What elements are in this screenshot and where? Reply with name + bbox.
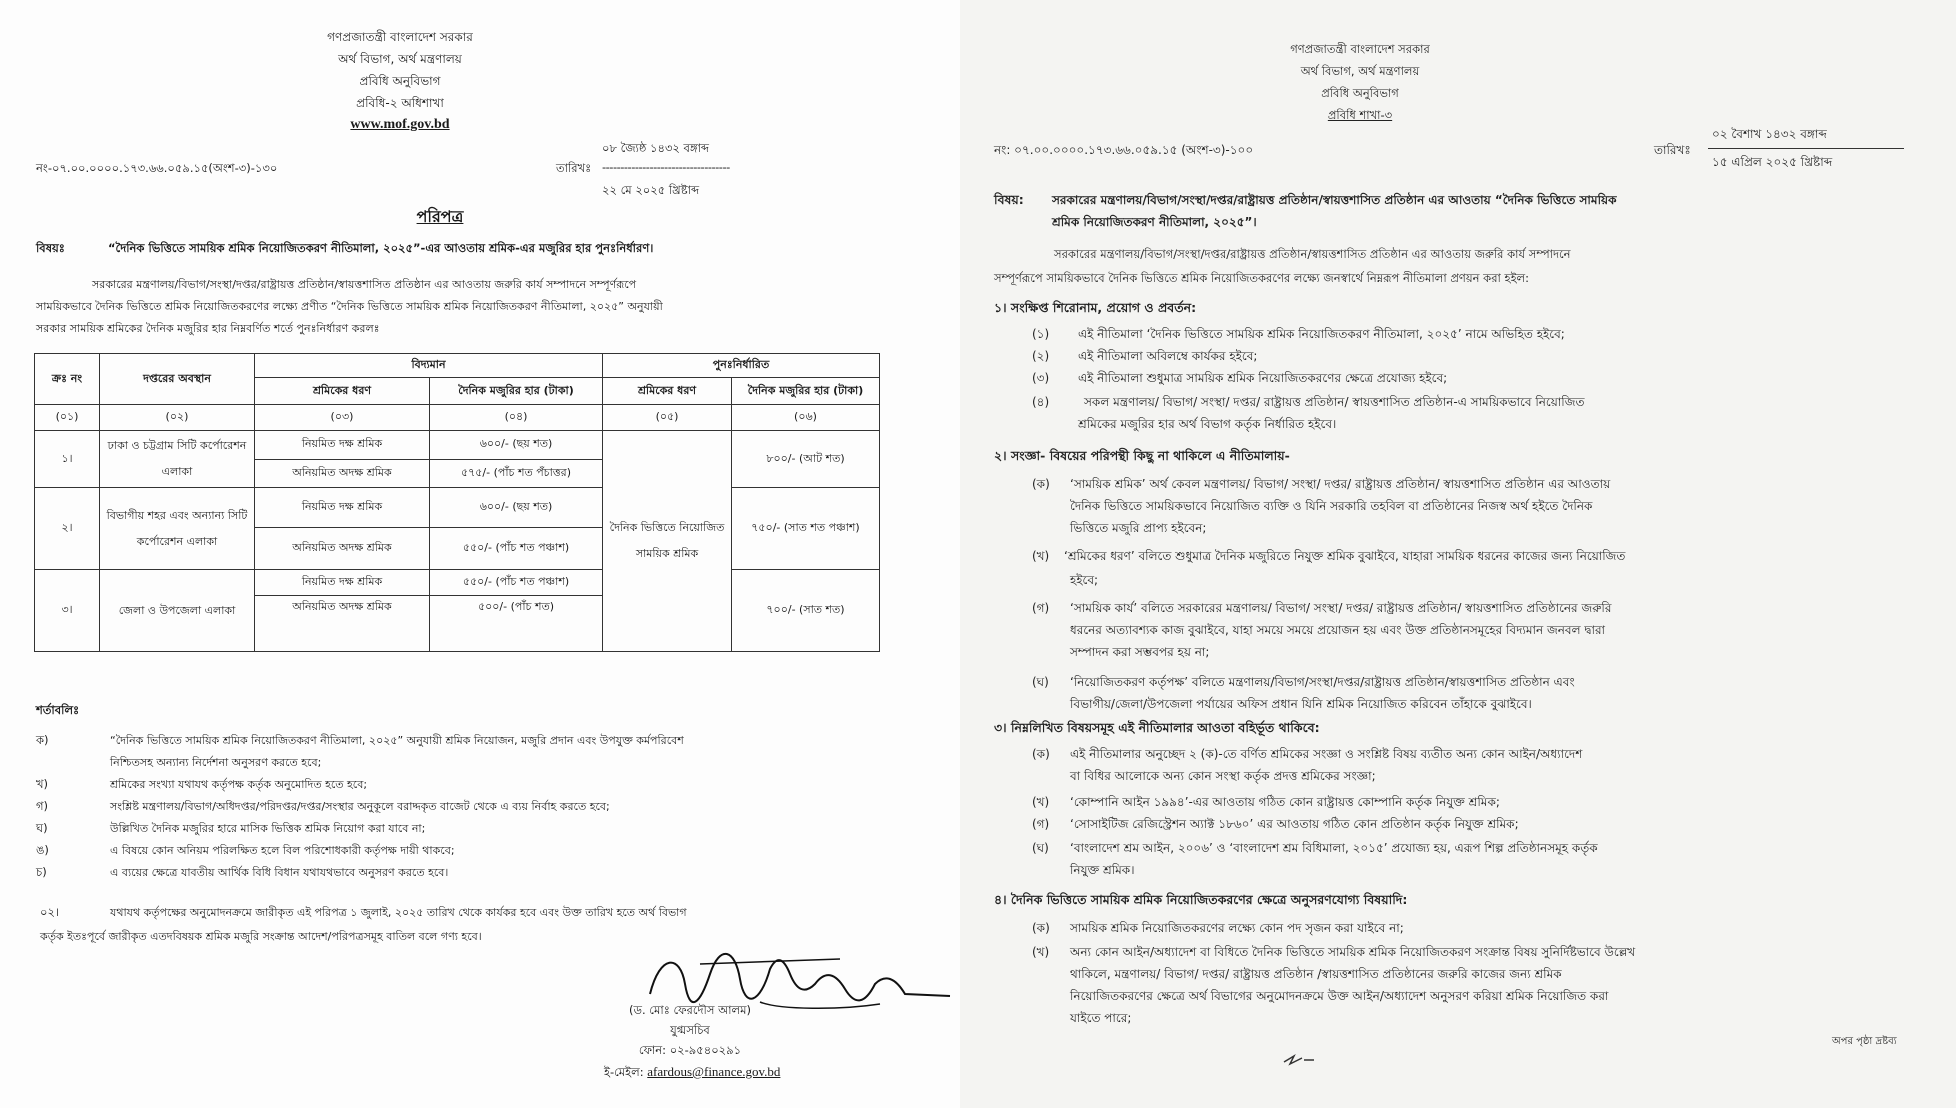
- row-worker-type: নিয়মিত দক্ষ শ্রমিক: [255, 431, 430, 460]
- col-num: (০৩): [255, 405, 430, 431]
- s2-line: দৈনিক ভিত্তিতে সাময়িকভাবে নিয়োজিত ব্যক্তি ও যিনি সরকারি তহবিল বা প্রতিষ্ঠানের নিজস্ব অর্থ হইতে দৈনিক: [1070, 499, 1593, 513]
- para2-number: ০২।: [40, 905, 60, 919]
- term-text: এ ব্যয়ের ক্ষেত্রে যাবতীয় আর্থিক বিধি বিধান যথাযথভাবে অনুসরণ করতে হবে।: [110, 866, 449, 879]
- row-serial: ১।: [35, 431, 100, 488]
- intro-line-3: সরকার সাময়িক শ্রমিকের দৈনিক মজুরির হার নিম্নবর্ণিত শর্তে পুনঃনির্ধারণ করলঃ: [36, 322, 380, 335]
- term-text: শ্রমিকের সংখ্যা যথাযথ কর্তৃপক্ষ কর্তৃক অনুমোদিত হতে হবে;: [110, 778, 368, 791]
- s2-line: বিভাগীয়/জেলা/উপজেলা পর্যায়ের অফিস প্রধান যিনি শ্রমিক নিয়োজিত করিবেন তাঁহাকে বুঝাইবে।: [1070, 697, 1532, 711]
- s4-line: নিয়োজিতকরণের ক্ষেত্রে অর্থ বিভাগের অনুমোদনক্রমে উক্ত আইন/অধ্যাদেশ অনুসরণ করিয়া শ্রমিক নিয়োজিত করা: [1070, 989, 1609, 1003]
- signatory-designation: যুগ্মসচিব: [670, 1023, 710, 1037]
- section-4-title: ৪। দৈনিক ভিত্তিতে সাময়িক শ্রমিক নিয়োজিতকরণের ক্ষেত্রে অনুসরণযোগ্য বিষয়াদি:: [994, 892, 1408, 907]
- signatory-email-row: [604, 1064, 780, 1083]
- s4-line: থাকিলে, মন্ত্রণালয়/ বিভাগ/ দপ্তর/ রাষ্ট্রায়ত্ত প্রতিষ্ঠান /স্বায়ত্তশাসিত প্রতিষ্ঠানের জরুরি কাজের জন্য শ্রমিক: [1070, 967, 1562, 981]
- s2-line: ‘নিয়োজিতকরণ কর্তৃপক্ষ’ বলিতে মন্ত্রণালয়/বিভাগ/সংস্থা/দপ্তর/রাষ্ট্রায়ত্ত প্রতিষ্ঠান/স্বায়ত্তশাসিত প্রতিষ্ঠান এবং: [1070, 675, 1575, 689]
- row-rate: ৫০০/- (পাঁচ শত): [430, 596, 603, 652]
- row-office: বিভাগীয় শহর এবং অন্যান্য সিটি কর্পোরেশন এলাকা: [100, 488, 255, 570]
- term-mark: ঘ): [36, 821, 48, 835]
- s3-line: ‘সোসাইটিজ রেজিস্ট্রেশন অ্যাক্ট ১৮৬০’ এর আওতায় গঠিত কোন প্রতিষ্ঠান কর্তৃক নিযুক্ত শ্রমিক;: [1070, 817, 1519, 831]
- s1-mark: (৩): [1032, 371, 1050, 385]
- s3-mark: (ঘ): [1032, 841, 1049, 855]
- left-circular-page: [0, 0, 960, 1108]
- s4-line: সাময়িক শ্রমিক নিয়োজিতকরণের লক্ষ্যে কোন পদ সৃজন করা যাইবে না;: [1070, 921, 1404, 935]
- right-intro-line-1: সরকারের মন্ত্রণালয়/বিভাগ/সংস্থা/দপ্তর/রাষ্ট্রায়ত্ত প্রতিষ্ঠান/স্বায়ত্তশাসিত প্রতিষ্ঠান এর আওতায় জরুরি কার্য সম্পাদনে: [1054, 247, 1571, 261]
- table-row: [35, 570, 880, 596]
- term-item: [36, 732, 49, 751]
- s4-mark: (খ): [1032, 945, 1050, 959]
- s2-line: হইবে;: [1070, 573, 1099, 587]
- term-mark: ক): [36, 733, 49, 747]
- s1-text-cont: শ্রমিকের মজুরির হার অর্থ বিভাগ কর্তৃক নির্ধারিত হইবে।: [1078, 417, 1337, 431]
- s3-line: নিযুক্ত শ্রমিক।: [1070, 863, 1135, 877]
- row-worker-type: অনিয়মিত অদক্ষ শ্রমিক: [255, 528, 430, 570]
- section-3-title: ৩। নিম্নলিখিত বিষয়সমূহ এই নীতিমালার আওতা বহির্ভূত থাকিবে:: [994, 720, 1320, 735]
- para2-line-1: যথাযথ কর্তৃপক্ষের অনুমোদনক্রমে জারীকৃত এই পরিপত্র ১ জুলাই, ২০২৫ তারিখ থেকে কার্যকর হবে এবং উক্ত তারিখ হতে অর্থ বিভাগ: [110, 906, 687, 919]
- branch-name: প্রবিধি শাখা-৩: [1327, 108, 1393, 122]
- row-serial: ৩।: [35, 570, 100, 652]
- s4-mark: (ক): [1032, 921, 1050, 935]
- circular-title: পরিপত্র: [416, 207, 464, 226]
- term-text: সংশ্লিষ্ট মন্ত্রণালয়/বিভাগ/অধিদপ্তর/পরিদপ্তর/দপ্তর/সংস্থার অনুকূলে বরাদ্দকৃত বাজেট থেকে এ ব্যয় নির্বাহ করতে হবে;: [110, 800, 610, 813]
- row-new-rate: ৮০০/- (আট শত): [732, 431, 880, 488]
- signatory-block: [580, 1000, 800, 1060]
- row-rate: ৫৫০/- (পাঁচ শত পঞ্চাশ): [430, 570, 603, 596]
- intro-line-1: সরকারের মন্ত্রণালয়/বিভাগ/সংস্থা/দপ্তর/রাষ্ট্রায়ত্ত প্রতিষ্ঠান/স্বায়ত্তশাসিত প্রতিষ্ঠান এর আওতায় জরুরি কার্য সম্পাদনে সম্পূর্ণরূপে: [92, 278, 637, 291]
- table-row: [35, 431, 880, 460]
- intro-line-2: সাময়িকভাবে দৈনিক ভিত্তিতে শ্রমিক নিয়োজিতকরণের লক্ষ্যে প্রণীত “দৈনিক ভিত্তিতে সাময়িক শ্রমিক নিয়োজিতকরণ নীতিমালা, ২০২৫” অনুযায়ী: [36, 300, 663, 313]
- terms-title: শর্তাবলিঃ: [36, 703, 80, 717]
- row-office: ঢাকা ও চট্টগ্রাম সিটি কর্পোরেশন এলাকা: [100, 431, 255, 488]
- s1-text: এই নীতিমালা শুধুমাত্র সাময়িক শ্রমিক নিয়োজিতকরণের ক্ষেত্রে প্রযোজ্য হইবে;: [1078, 371, 1448, 385]
- s4-line: অন্য কোন আইন/অধ্যাদেশ বা বিধিতে দৈনিক ভিত্তিতে সাময়িক শ্রমিক নিয়োজিতকরণ সংক্রান্ত বিষয় সুনির্দিষ্টভাবে উল্লেখ: [1070, 945, 1636, 959]
- col-num: (০১): [35, 405, 100, 431]
- s2-mark: (খ): [1032, 549, 1050, 563]
- left-date-bn: ০৮ জ্যৈষ্ঠ ১৪৩২ বঙ্গাব্দ: [602, 141, 709, 155]
- th-daily-rate-existing: দৈনিক মজুরির হার (টাকা): [430, 378, 603, 405]
- s3-line: ‘বাংলাদেশ শ্রম আইন, ২০০৬’ ও ‘বাংলাদেশ শ্রম বিধিমালা, ২০১৫’ প্রযোজ্য হয়, এরূপ শিল্প প্রতিষ্ঠানসমূহ কর্তৃক: [1070, 841, 1598, 855]
- s1-text: এই নীতিমালা অবিলম্বে কার্যকর হইবে;: [1078, 349, 1258, 363]
- row-worker-type: অনিয়মিত অদক্ষ শ্রমিক: [255, 459, 430, 488]
- website-link[interactable]: www.mof.gov.bd: [350, 117, 450, 132]
- initial-mark: [1280, 1050, 1320, 1070]
- s2-line: ‘শ্রমিকের ধরণ’ বলিতে শুধুমাত্র দৈনিক মজুরিতে নিযুক্ত শ্রমিক বুঝাইবে, যাহারা সাময়িক ধরনের কাজের জন্য নিয়োজিত: [1064, 549, 1626, 563]
- division-name: অর্থ বিভাগ, অর্থ মন্ত্রণালয়: [338, 52, 462, 66]
- th-daily-rate-revised: দৈনিক মজুরির হার (টাকা): [732, 378, 880, 405]
- term-text: “দৈনিক ভিত্তিতে সাময়িক শ্রমিক নিয়োজিতকরণ নীতিমালা, ২০২৫” অনুযায়ী শ্রমিক নিয়োজন, মজুরি প্রদান এবং উপযুক্ত কর্মপরিবেশ: [110, 734, 684, 747]
- row-rate: ৬০০/- (ছয় শত): [430, 488, 603, 528]
- th-existing: বিদ্যমান: [255, 354, 603, 378]
- right-header: [1250, 38, 1470, 126]
- th-serial: ক্রঃ নং: [35, 354, 100, 405]
- date-divider: [1708, 148, 1904, 149]
- term-text: উল্লিখিত দৈনিক মজুরির হারে মাসিক ভিত্তিক শ্রমিক নিয়োগ করা যাবে না;: [110, 822, 426, 835]
- email-label: ই-মেইল:: [604, 1065, 644, 1079]
- row-rate: ৫৫০/- (পাঁচ শত পঞ্চাশ): [430, 528, 603, 570]
- row-new-rate: ৭০০/- (সাত শত): [732, 570, 880, 652]
- s1-mark: (১): [1032, 327, 1050, 341]
- col-num: (০২): [100, 405, 255, 431]
- table-row: [35, 488, 880, 528]
- s3-line: এই নীতিমালার অনুচ্ছেদ ২ (ক)-তে বর্ণিত শ্রমিকের সংজ্ঞা ও সংশ্লিষ্ট বিষয় ব্যতীত অন্য কোন আইন/অধ্যাদেশ: [1070, 747, 1583, 761]
- row-worker-type: অনিয়মিত অদক্ষ শ্রমিক: [255, 596, 430, 652]
- row-office: জেলা ও উপজেলা এলাকা: [100, 570, 255, 652]
- s1-text: সকল মন্ত্রণালয়/ বিভাগ/ সংস্থা/ দপ্তর/ রাষ্ট্রায়ত্ত প্রতিষ্ঠান/ স্বায়ত্তশাসিত প্রতিষ্ঠান-এ সাময়িকভাবে নিয়োজিত: [1084, 395, 1585, 409]
- s1-mark: (৪): [1032, 395, 1050, 409]
- term-text: এ বিষয়ে কোন অনিয়ম পরিলক্ষিত হলে বিল পরিশোধকারী কর্তৃপক্ষ দায়ী থাকবে;: [110, 844, 455, 857]
- subject-label: বিষয়ঃ: [36, 241, 65, 255]
- th-worker-type-revised: শ্রমিকের ধরণ: [603, 378, 732, 405]
- s3-mark: (খ): [1032, 795, 1050, 809]
- th-office-location: দপ্তরের অবস্থান: [100, 354, 255, 405]
- right-policy-page: [960, 0, 1956, 1108]
- wing-name: প্রবিধি অনুবিভাগ: [359, 74, 441, 88]
- s2-mark: (গ): [1032, 601, 1050, 615]
- row-worker-type: নিয়মিত দক্ষ শ্রমিক: [255, 570, 430, 596]
- term-mark: ঙ): [36, 843, 49, 857]
- th-revised: পুনঃনির্ধারিত: [603, 354, 880, 378]
- s2-mark: (ক): [1032, 477, 1050, 491]
- email-link[interactable]: afardous@finance.gov.bd: [647, 1064, 781, 1079]
- left-date-en: ২২ মে ২০২৫ খ্রিষ্টাব্দ: [602, 183, 700, 197]
- subject-text: “দৈনিক ভিত্তিতে সাময়িক শ্রমিক নিয়োজিতকরণ নীতিমালা, ২০২৫”-এর আওতায় শ্রমিক-এর মজুরির হার পুনঃনির্ধারণ।: [108, 241, 654, 255]
- govt-name: গণপ্রজাতন্ত্রী বাংলাদেশ সরকার: [1290, 42, 1430, 56]
- s3-line: ‘কোম্পানি আইন ১৯৯৪’-এর আওতায় গঠিত কোন রাষ্ট্রায়ত্ত কোম্পানি কর্তৃক নিযুক্ত শ্রমিক;: [1070, 795, 1500, 809]
- s2-line: ‘সাময়িক শ্রমিক’ অর্থ কেবল মন্ত্রণালয়/ বিভাগ/ সংস্থা/ দপ্তর/ রাষ্ট্রায়ত্ত প্রতিষ্ঠান/ স্বায়ত্তশাসিত প্রতিষ্ঠান এর আওতায়: [1070, 477, 1611, 491]
- s2-line: ‘সাময়িক কার্য’ বলিতে সরকারের মন্ত্রণালয়/ বিভাগ/ সংস্থা/ দপ্তর/ রাষ্ট্রায়ত্ত প্রতিষ্ঠান/ স্বায়ত্তশাসিত প্রতিষ্ঠানের জরুরি: [1070, 601, 1612, 615]
- revised-worker-type: দৈনিক ভিত্তিতে নিয়োজিত সাময়িক শ্রমিক: [603, 431, 732, 652]
- signatory-name: (ড. মোঃ ফেরদৌস আলম): [629, 1003, 751, 1017]
- col-num: (০৫): [603, 405, 732, 431]
- row-rate: ৫৭৫/- (পাঁচ শত পঁচাত্তর): [430, 459, 603, 488]
- right-subject-label: বিষয়:: [994, 192, 1024, 207]
- right-date-en: ১৫ এপ্রিল ২০২৫ খ্রিষ্টাব্দ: [1712, 155, 1833, 169]
- right-intro-line-2: সম্পূর্ণরূপে সাময়িকভাবে দৈনিক ভিত্তিতে শ্রমিক নিয়োজিতকরণের লক্ষ্যে জনস্বার্থে নিম্নরূপ নীতিমালা প্রণয়ন করা হইল:: [994, 271, 1529, 285]
- s4-line: যাইতে পারে;: [1070, 1011, 1132, 1025]
- term-text-cont: নিশ্চিতসহ অন্যান্য নির্দেশনা অনুসরণ করতে হবে;: [110, 756, 322, 769]
- para2-line-2: কর্তৃক ইতঃপূর্বে জারীকৃত এতদবিষয়ক শ্রমিক মজুরি সংক্রান্ত আদেশ/পরিপত্রসমূহ বাতিল বলে গণ্য হবে।: [40, 930, 482, 943]
- right-subject-line-1: সরকারের মন্ত্রণালয়/বিভাগ/সংস্থা/দপ্তর/রাষ্ট্রায়ত্ত প্রতিষ্ঠান/স্বায়ত্তশাসিত প্রতিষ্ঠান এর আওতায় “দৈনিক ভিত্তিতে সাময়িক: [1052, 193, 1617, 207]
- row-serial: ২।: [35, 488, 100, 570]
- wage-rate-table: [34, 353, 880, 652]
- s3-mark: (গ): [1032, 817, 1050, 831]
- s2-line: সম্পাদন করা সম্ভবপর হয় না;: [1070, 645, 1210, 659]
- right-date-label: তারিখঃ: [1654, 143, 1691, 157]
- col-num: (০৪): [430, 405, 603, 431]
- term-mark: গ): [36, 799, 49, 813]
- right-subject-line-2: শ্রমিক নিয়োজিতকরণ নীতিমালা, ২০২৫”।: [1052, 215, 1257, 229]
- wing-name: প্রবিধি অনুবিভাগ: [1321, 86, 1399, 100]
- row-new-rate: ৭৫০/- (সাত শত পঞ্চাশ): [732, 488, 880, 570]
- s2-line: ধরনের অত্যাবশ্যক কাজ বুঝাইবে, যাহা সময়ে সময়ে প্রয়োজন হয় এবং উক্ত প্রতিষ্ঠানসমূহের বিদ্যমান জনবল দ্বারা: [1070, 623, 1606, 637]
- signatory-phone: ফোন: ০২-৯৫৪০২৯১: [638, 1043, 742, 1057]
- col-num: (০৬): [732, 405, 880, 431]
- division-name: অর্থ বিভাগ, অর্থ মন্ত্রণালয়: [1300, 64, 1420, 78]
- left-ref-no: নং-০৭.০০.০০০০.১৭৩.৬৬.০৫৯.১৫(অংশ-৩)-১৩০: [36, 161, 278, 175]
- govt-name: গণপ্রজাতন্ত্রী বাংলাদেশ সরকার: [327, 30, 473, 44]
- s3-mark: (ক): [1032, 747, 1050, 761]
- right-footer-next-page: অপর পৃষ্ঠা দ্রষ্টব্য: [1832, 1036, 1897, 1047]
- right-date-bn: ০২ বৈশাখ ১৪৩২ বঙ্গাব্দ: [1712, 127, 1827, 141]
- left-date-dashes: -----------------------------------: [602, 160, 730, 174]
- section-1-title: ১। সংক্ষিপ্ত শিরোনাম, প্রয়োগ ও প্রবর্তন:: [994, 300, 1197, 315]
- row-worker-type: নিয়মিত দক্ষ শ্রমিক: [255, 488, 430, 528]
- s1-mark: (২): [1032, 349, 1050, 363]
- s2-line: ভিত্তিতে মজুরি প্রাপ্য হইবেন;: [1070, 521, 1207, 535]
- row-rate: ৬০০/- (ছয় শত): [430, 431, 603, 460]
- term-mark: চ): [36, 865, 47, 879]
- th-worker-type-existing: শ্রমিকের ধরণ: [255, 378, 430, 405]
- left-date-label: তারিখঃ: [556, 161, 592, 175]
- s1-text: এই নীতিমালা ‘দৈনিক ভিত্তিতে সাময়িক শ্রমিক নিয়োজিতকরণ নীতিমালা, ২০২৫’ নামে অভিহিত হইবে;: [1078, 327, 1565, 341]
- s2-mark: (ঘ): [1032, 675, 1049, 689]
- s3-line: বা বিধির আলোকে অন্য কোন সংস্থা কর্তৃক প্রদত্ত শ্রমিকের সংজ্ঞা;: [1070, 769, 1376, 783]
- section-2-title: ২। সংজ্ঞা- বিষয়ের পরিপন্থী কিছু না থাকিলে এ নীতিমালায়-: [994, 448, 1290, 463]
- branch-name: প্রবিধি-২ অধিশাখা: [356, 96, 444, 110]
- term-mark: খ): [36, 777, 49, 791]
- left-header: [300, 26, 500, 136]
- right-ref-no: নং: ০৭.০০.০০০০.১৭৩.৬৬.০৫৯.১৫ (অংশ-৩)-১০০: [994, 143, 1254, 157]
